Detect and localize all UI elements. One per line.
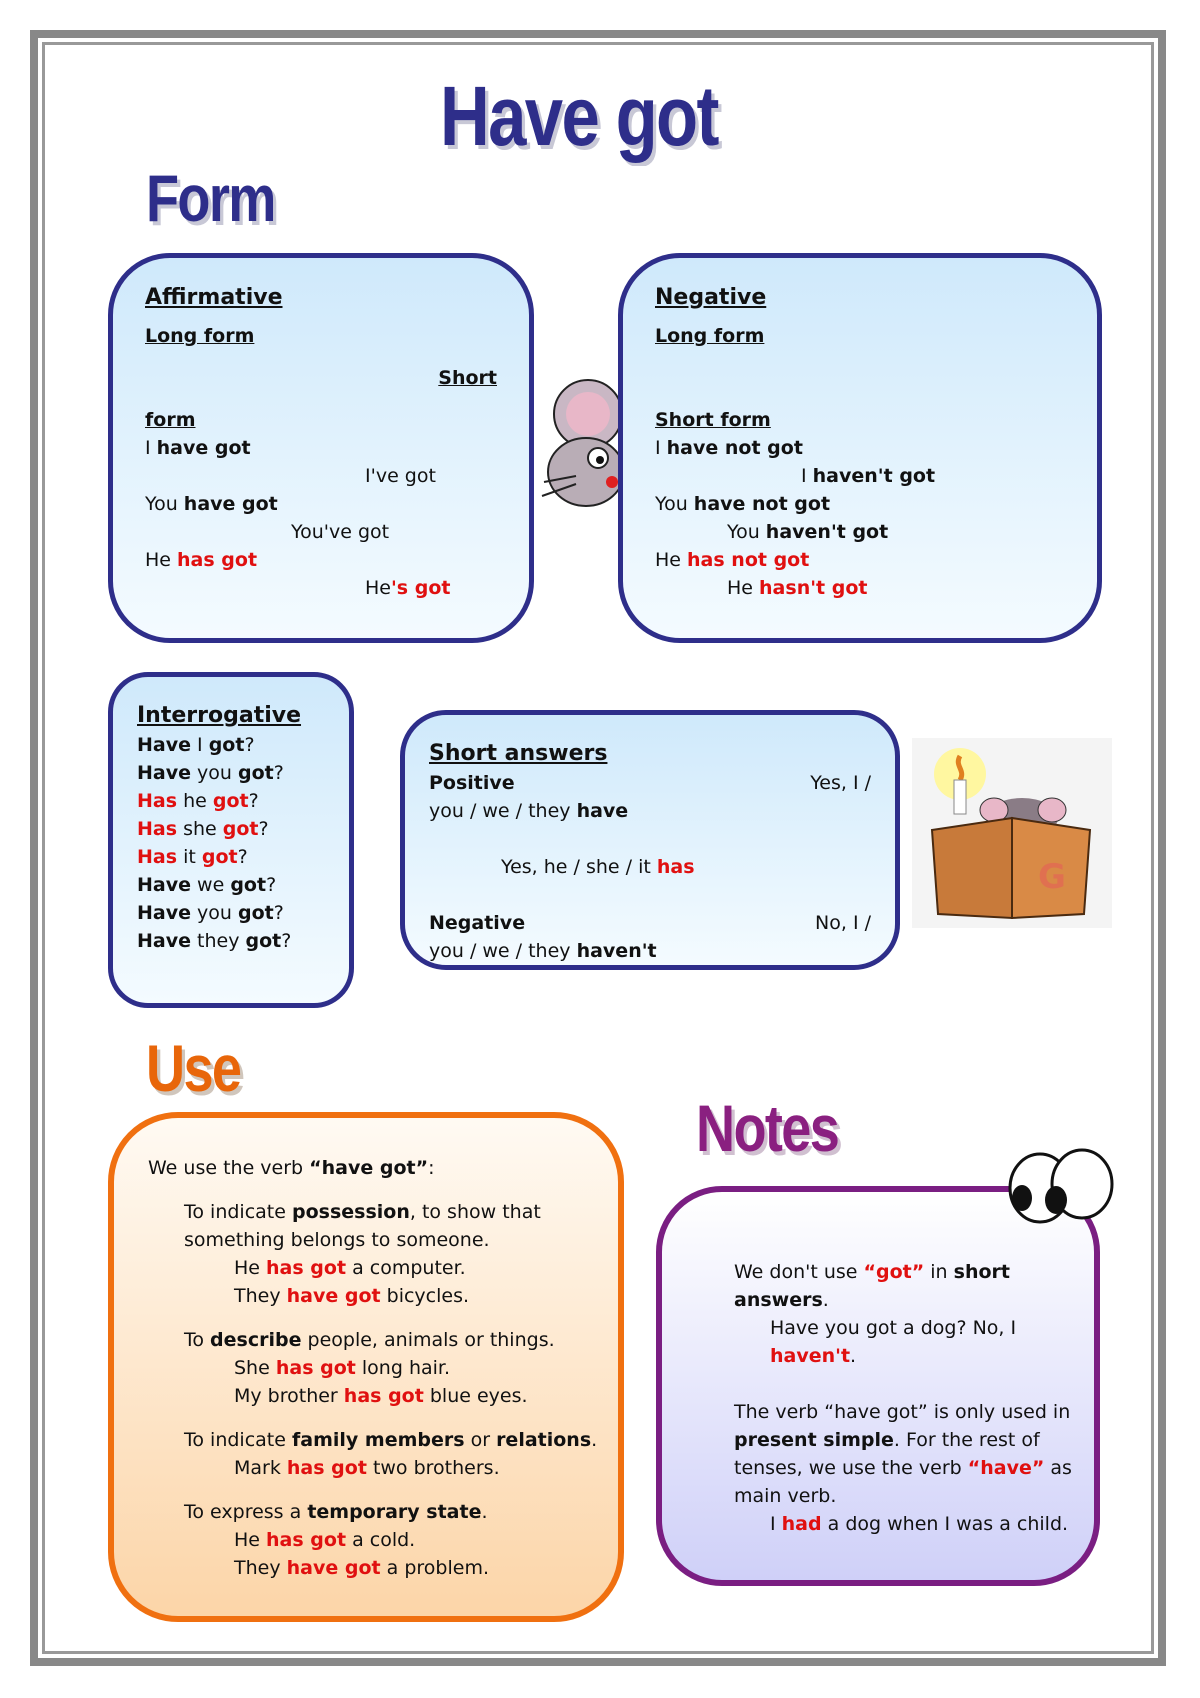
affirmative-row: He has got bbox=[145, 549, 258, 571]
section-title-form: Form bbox=[146, 161, 275, 235]
positive-line-2: you / we / they have bbox=[429, 800, 629, 822]
affirmative-row: I have got bbox=[145, 437, 251, 459]
short-answers-box bbox=[400, 710, 900, 970]
note-example: I had a dog when I was a child. bbox=[770, 1513, 1069, 1535]
affirmative-row: He's got bbox=[365, 577, 451, 599]
book-letter-icon: G bbox=[1038, 857, 1066, 897]
use-example: He has got a cold. bbox=[234, 1529, 416, 1551]
positive-label: Positive bbox=[429, 772, 515, 794]
interrogative-heading: Interrogative bbox=[137, 703, 302, 728]
use-example: They have got bicycles. bbox=[234, 1285, 470, 1307]
use-point: To indicate family members or relations. bbox=[184, 1429, 598, 1451]
negative-row: You have not got bbox=[655, 493, 831, 515]
note-line: We don't use “got” in short bbox=[734, 1261, 1010, 1283]
interrogative-row: Have we got? bbox=[137, 874, 277, 896]
note-line: The verb “have got” is only used in bbox=[734, 1401, 1071, 1423]
interrogative-row: Have I got? bbox=[137, 734, 255, 756]
negative-short-form-label: Short form bbox=[655, 409, 771, 431]
positive-line-3: Yes, he / she / it has bbox=[501, 856, 695, 878]
use-intro: We use the verb “have got”: bbox=[148, 1157, 435, 1179]
negative-row: I have not got bbox=[655, 437, 803, 459]
use-example: He has got a computer. bbox=[234, 1257, 466, 1279]
use-example: She has got long hair. bbox=[234, 1357, 451, 1379]
negative-box bbox=[618, 253, 1102, 643]
use-example: Mark has got two brothers. bbox=[234, 1457, 500, 1479]
note-example: haven't. bbox=[770, 1345, 857, 1367]
negative-long-form-label: Long form bbox=[655, 325, 765, 347]
section-title-notes: Notes bbox=[696, 1091, 839, 1165]
negative-line-2: you / we / they haven't bbox=[429, 940, 657, 962]
page-title: Have got bbox=[440, 69, 718, 163]
interrogative-row: Have you got? bbox=[137, 762, 284, 784]
use-example: My brother has got blue eyes. bbox=[234, 1385, 528, 1407]
use-box bbox=[108, 1112, 624, 1622]
affirmative-long-form-label: Long form bbox=[145, 325, 255, 347]
interrogative-row: Have you got? bbox=[137, 902, 284, 924]
negative-row: I haven't got bbox=[801, 465, 936, 487]
negative-label: Negative bbox=[429, 912, 526, 934]
negative-row: He has not got bbox=[655, 549, 810, 571]
negative-right: No, I / bbox=[815, 912, 871, 934]
interrogative-row: Has it got? bbox=[137, 846, 248, 868]
affirmative-short-label: Short bbox=[438, 367, 497, 389]
negative-heading: Negative bbox=[655, 285, 767, 310]
use-point: To describe people, animals or things. bbox=[184, 1329, 555, 1351]
short-answers-heading: Short answers bbox=[429, 741, 608, 766]
note-example: Have you got a dog? No, I bbox=[770, 1317, 1017, 1339]
use-point: To indicate possession, to show that bbox=[184, 1201, 541, 1223]
section-title-use: Use bbox=[146, 1031, 241, 1105]
use-point: To express a temporary state. bbox=[184, 1501, 488, 1523]
interrogative-box bbox=[108, 672, 354, 1008]
note-line: present simple. For the rest of bbox=[734, 1429, 1040, 1451]
use-point-cont: something belongs to someone. bbox=[184, 1229, 490, 1251]
note-line: main verb. bbox=[734, 1485, 837, 1507]
eyes-illustration bbox=[1004, 1144, 1116, 1230]
use-example: They have got a problem. bbox=[234, 1557, 489, 1579]
affirmative-heading: Affirmative bbox=[145, 285, 283, 310]
affirmative-row: You've got bbox=[291, 521, 390, 543]
mouse-illustration bbox=[536, 372, 628, 522]
note-line: answers. bbox=[734, 1289, 829, 1311]
negative-row: You haven't got bbox=[727, 521, 889, 543]
notes-box bbox=[656, 1186, 1100, 1586]
affirmative-box bbox=[108, 253, 534, 643]
interrogative-row: Has she got? bbox=[137, 818, 269, 840]
positive-right: Yes, I / bbox=[810, 772, 871, 794]
affirmative-row: I've got bbox=[365, 465, 436, 487]
affirmative-row: You have got bbox=[145, 493, 278, 515]
interrogative-row: Have they got? bbox=[137, 930, 292, 952]
note-line: tenses, we use the verb “have” as bbox=[734, 1457, 1072, 1479]
mouse-reading-book-illustration bbox=[912, 738, 1112, 928]
negative-row: He hasn't got bbox=[727, 577, 868, 599]
interrogative-row: Has he got? bbox=[137, 790, 259, 812]
affirmative-form-label: form bbox=[145, 409, 196, 431]
